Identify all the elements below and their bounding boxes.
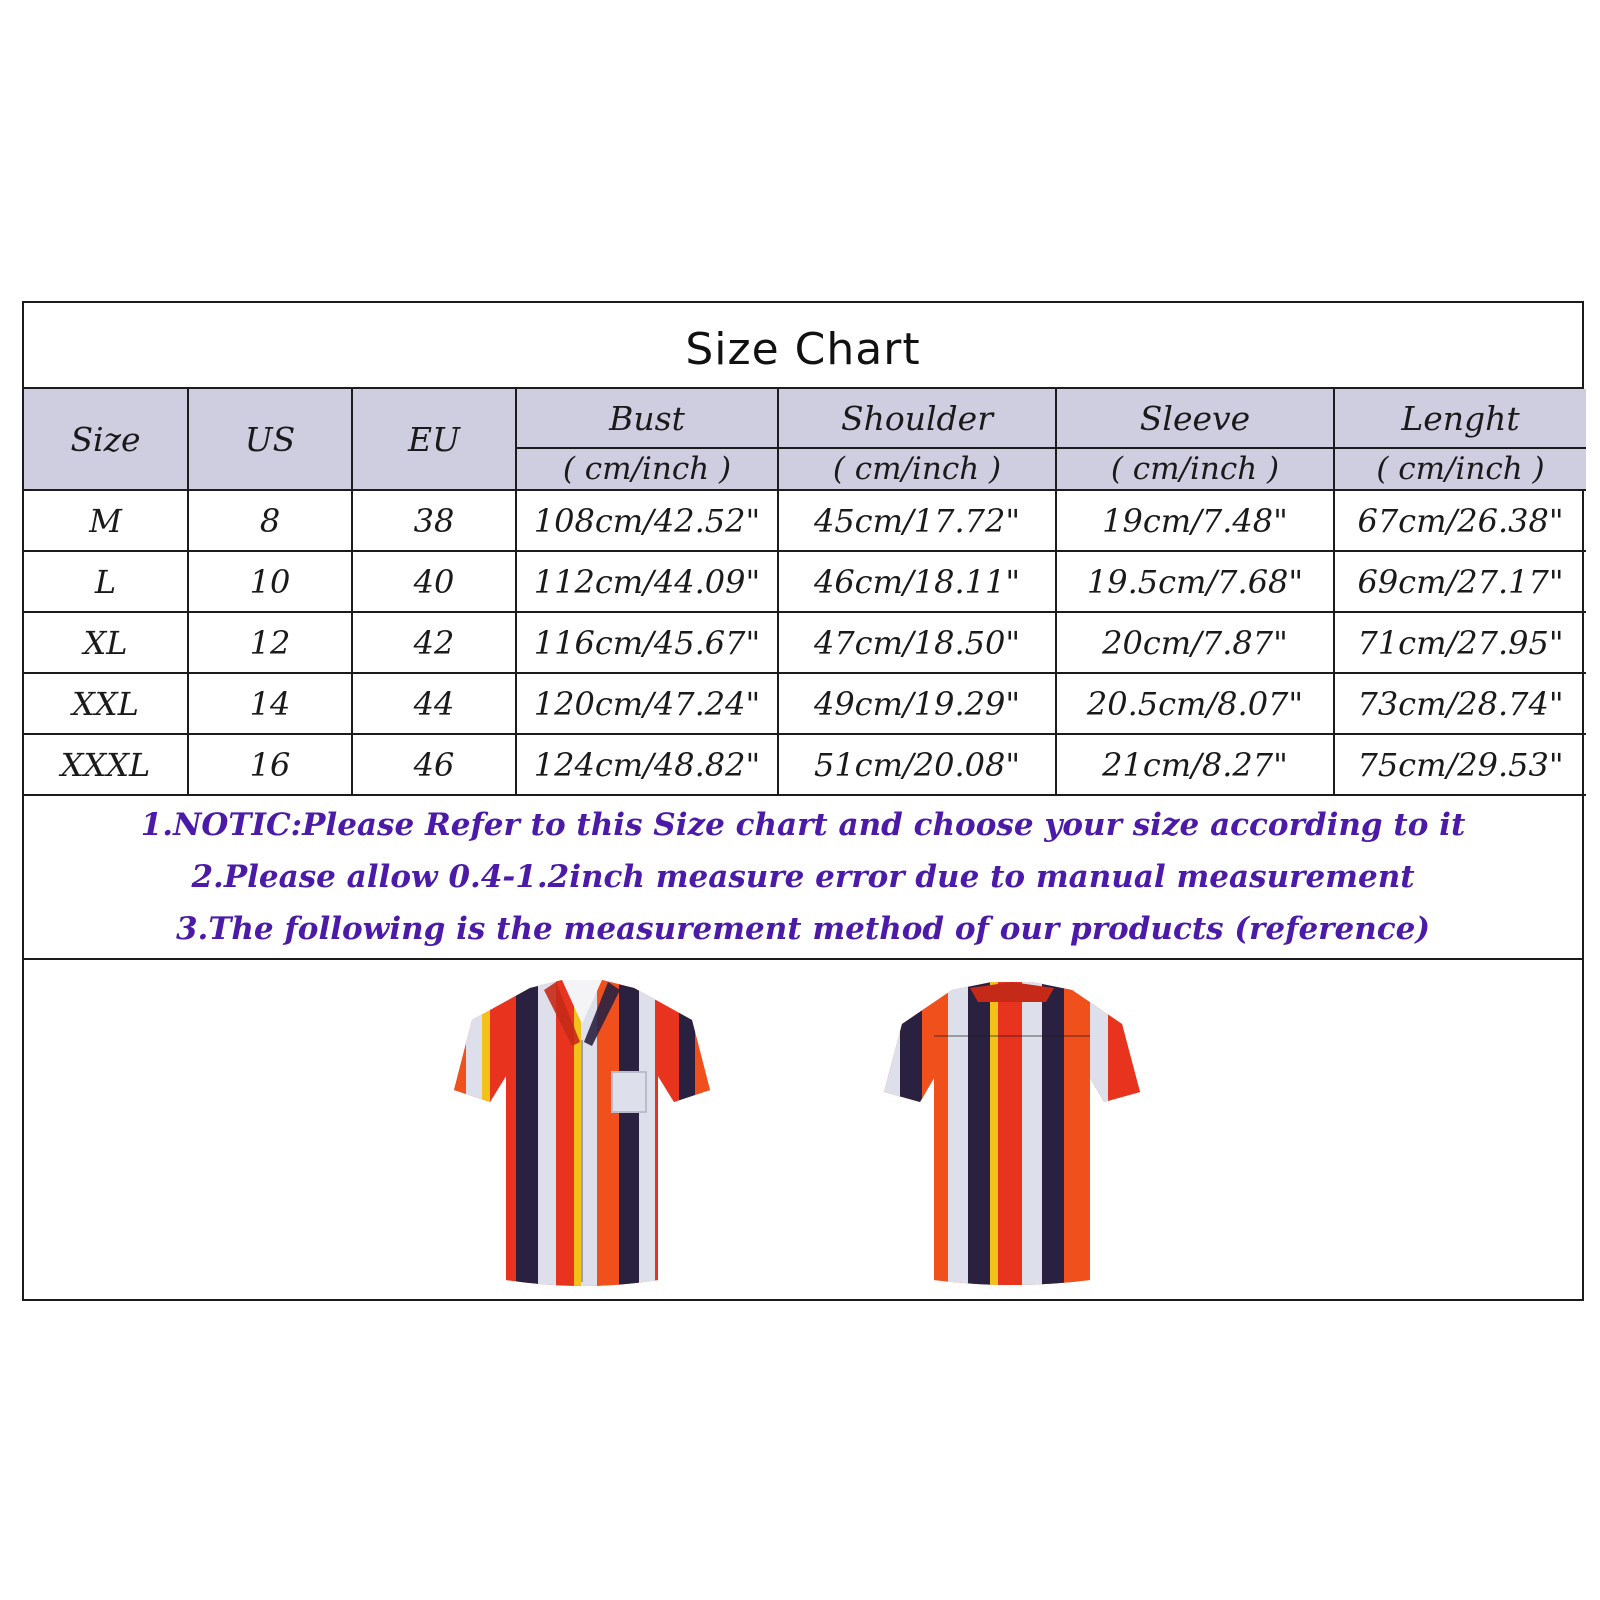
cell-length: 75cm/29.53" [1334, 734, 1586, 795]
cell-size: XL [24, 612, 188, 673]
cell-size: XXXL [24, 734, 188, 795]
shirt-front-image [452, 980, 712, 1290]
header-shoulder: Shoulder [778, 389, 1056, 448]
header-bust-unit: ( cm/inch ) [516, 448, 778, 490]
cell-sleeve: 21cm/8.27" [1056, 734, 1334, 795]
cell-length: 69cm/27.17" [1334, 551, 1586, 612]
note-line: 1.NOTIC:Please Refer to this Size chart and choose your size according to it [140, 807, 1466, 843]
cell-shoulder: 47cm/18.50" [778, 612, 1056, 673]
cell-sleeve: 19cm/7.48" [1056, 490, 1334, 551]
header-size: Size [24, 389, 188, 490]
cell-us: 8 [188, 490, 352, 551]
header-length-unit: ( cm/inch ) [1334, 448, 1586, 490]
header-us: US [188, 389, 352, 490]
header-sleeve-unit: ( cm/inch ) [1056, 448, 1334, 490]
cell-bust: 116cm/45.67" [516, 612, 778, 673]
cell-eu: 46 [352, 734, 516, 795]
cell-bust: 124cm/48.82" [516, 734, 778, 795]
cell-bust: 108cm/42.52" [516, 490, 778, 551]
cell-shoulder: 49cm/19.29" [778, 673, 1056, 734]
cell-sleeve: 19.5cm/7.68" [1056, 551, 1334, 612]
cell-size: M [24, 490, 188, 551]
product-images [24, 960, 1582, 1300]
note-line: 3.The following is the measurement method of our products (reference) [175, 911, 1431, 947]
cell-bust: 120cm/47.24" [516, 673, 778, 734]
size-chart [22, 301, 1584, 1301]
table-row [24, 734, 1586, 795]
header-eu: EU [352, 389, 516, 490]
cell-us: 14 [188, 673, 352, 734]
shirt-back-image [882, 980, 1142, 1290]
cell-size: XXL [24, 673, 188, 734]
cell-eu: 42 [352, 612, 516, 673]
cell-shoulder: 51cm/20.08" [778, 734, 1056, 795]
cell-eu: 44 [352, 673, 516, 734]
cell-length: 73cm/28.74" [1334, 673, 1586, 734]
cell-bust: 112cm/44.09" [516, 551, 778, 612]
cell-length: 71cm/27.95" [1334, 612, 1586, 673]
header-sleeve: Sleeve [1056, 389, 1334, 448]
cell-eu: 40 [352, 551, 516, 612]
size-chart-title: Size Chart [685, 323, 921, 375]
header-row [24, 389, 1586, 448]
table-row [24, 612, 1586, 673]
size-notes [24, 796, 1582, 960]
table-row [24, 490, 1586, 551]
cell-size: L [24, 551, 188, 612]
header-length: Lenght [1334, 389, 1586, 448]
cell-shoulder: 46cm/18.11" [778, 551, 1056, 612]
cell-shoulder: 45cm/17.72" [778, 490, 1056, 551]
size-table [24, 389, 1586, 796]
cell-eu: 38 [352, 490, 516, 551]
table-row [24, 551, 1586, 612]
header-bust: Bust [516, 389, 778, 448]
size-chart-title-row [24, 303, 1582, 389]
cell-us: 10 [188, 551, 352, 612]
cell-length: 67cm/26.38" [1334, 490, 1586, 551]
table-row [24, 673, 1586, 734]
cell-sleeve: 20cm/7.87" [1056, 612, 1334, 673]
cell-us: 12 [188, 612, 352, 673]
cell-us: 16 [188, 734, 352, 795]
header-shoulder-unit: ( cm/inch ) [778, 448, 1056, 490]
note-line: 2.Please allow 0.4-1.2inch measure error due to manual measurement [191, 859, 1415, 895]
cell-sleeve: 20.5cm/8.07" [1056, 673, 1334, 734]
